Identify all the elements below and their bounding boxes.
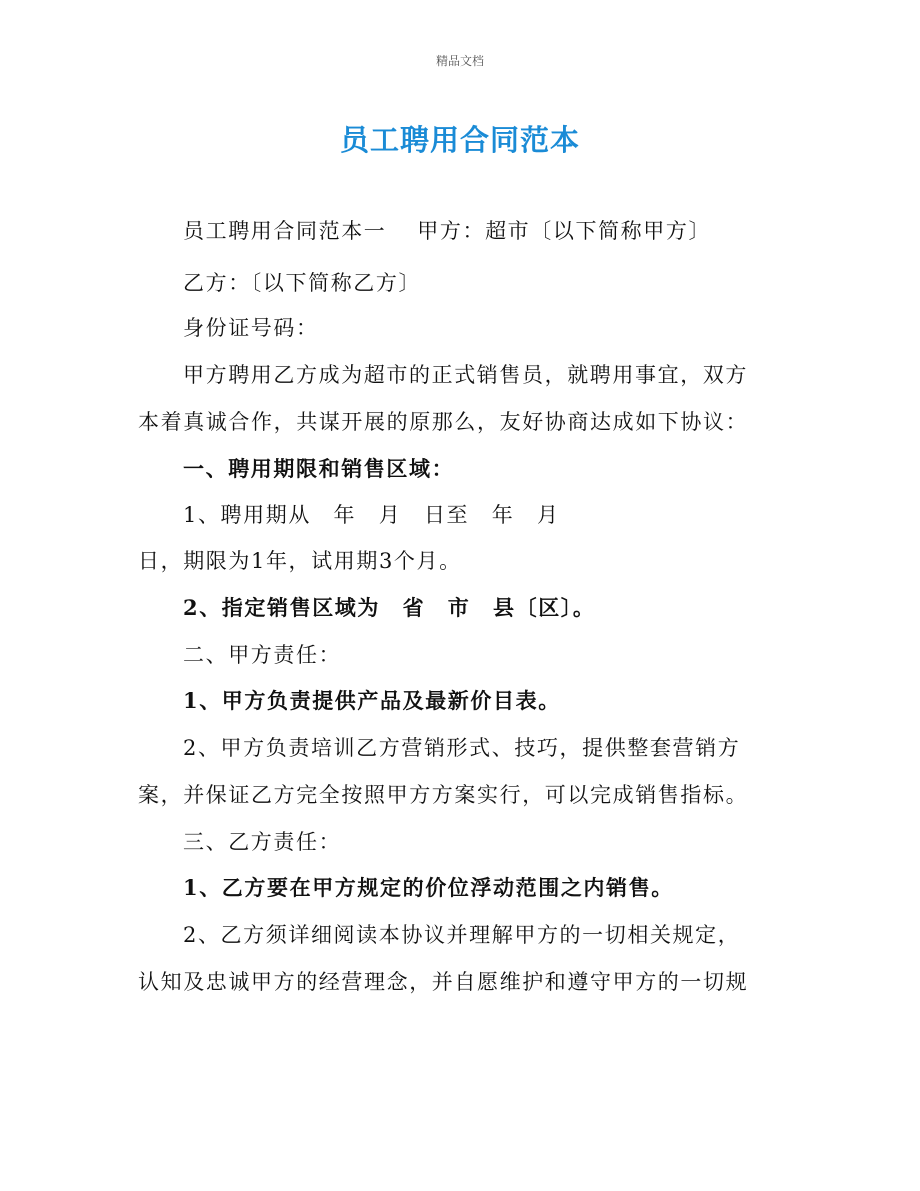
clause-3-1: 1、乙方要在甲方规定的价位浮动范围之内销售。 bbox=[183, 875, 674, 900]
clause-1-1-line-1: 1、聘用期从 年 月 日至 年 月 bbox=[183, 503, 560, 527]
paragraph-intro-line-2: 本着真诚合作，共谋开展的原那么，友好协商达成如下协议： bbox=[138, 410, 749, 434]
paragraph-party-a: 员工聘用合同范本一 甲方：超市〔以下简称甲方〕 bbox=[183, 219, 712, 243]
paragraph-id-number: 身份证号码： bbox=[183, 316, 319, 340]
document-title: 员工聘用合同范本 bbox=[339, 123, 580, 157]
clause-2-1: 1、甲方负责提供产品及最新价目表。 bbox=[183, 688, 561, 713]
paragraph-party-b: 乙方：〔以下简称乙方〕 bbox=[183, 271, 422, 295]
clause-1-1-line-2: 日，期限为1年，试用期3个月。 bbox=[138, 549, 462, 573]
clause-2-2-line-1: 2、甲方负责培训乙方营销形式、技巧，提供整套营销方 bbox=[183, 736, 741, 760]
section-heading-2: 二、甲方责任： bbox=[183, 643, 342, 667]
clause-3-2-line-2: 认知及忠诚甲方的经营理念，并自愿维护和遵守甲方的一切规 bbox=[138, 970, 749, 994]
clause-3-2-line-1: 2、乙方须详细阅读本协议并理解甲方的一切相关规定， bbox=[183, 923, 741, 947]
clause-2-2-line-2: 案，并保证乙方完全按照甲方方案实行，可以完成销售指标。 bbox=[138, 783, 749, 807]
paragraph-intro-line-1: 甲方聘用乙方成为超市的正式销售员，就聘用事宜，双方 bbox=[183, 363, 748, 387]
section-heading-3: 三、乙方责任： bbox=[183, 830, 342, 854]
header-note: 精品文档 bbox=[435, 54, 484, 68]
section-heading-1: 一、聘用期限和销售区域： bbox=[183, 456, 455, 481]
clause-1-2: 2、指定销售区域为 省 市 县〔区〕。 bbox=[183, 595, 596, 620]
